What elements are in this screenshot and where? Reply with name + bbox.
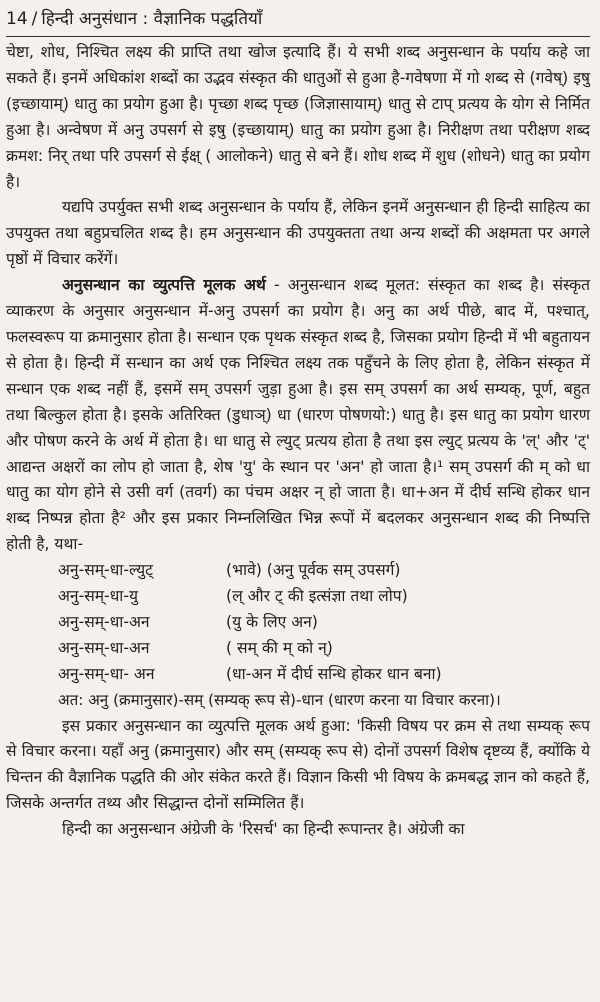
etymology-text: - अनुसन्धान शब्द मूलत: संस्कृत का शब्द है। संस्कृत व्याकरण के अनुसार अनुसन्धान में-अनु उपसर्ग का प्रयोग है। अनु का अर्थ पीछे, बाद में, पश्चात्, फलस्वरूप या क्रमानुसार होता है। सन्धान एक पृथक संस्कृत शब्द है, जिसका प्रयोग हिन्दी में भी बहुतायन से होता है। हिन्दी में सन्धान का अर्थ एक निश्चित लक्ष्य तक पहुँचने के लिए होता है, लेकिन संस्कृत में सन्धान एक शब्द नहीं हैं, इसमें सम् उपसर्ग जुड़ा हुआ है। इस सम् उपसर्ग का अर्थ सम्यक्, पूर्ण, बहुत तथा बिल्कुल होता है। इसके अतिरिक्त (डुधाञ्) धा (धारण पोषणयो:) धातु है। इस धातु का प्रयोग धारण और पोषण करने के अर्थ में होता है। धा धातु से ल्युट् प्रत्यय होता है तथा इस ल्युट् प्रत्यय के 'ल्' और 'ट्' आद्यन्त अक्षरों का लोप हो जाता है, शेष 'यु' के स्थान पर 'अन' हो जाता है।¹ सम् उपसर्ग की म् को धा धातु का योग होने से उसी वर्ग (तवर्ग) का पंचम अक्षर न् हो जाता है। धा+अन में दीर्घ सन्धि होकर धान शब्द निष्पन्न होता है² और इस प्रकार निम्नलिखित भिन्न रूपों में बदलकर अनुसन्धान शब्द की निष्पत्ति होती है, यथा- — [6, 276, 590, 554]
derivation-form: अनु-सम्-धा-अन — [58, 612, 150, 631]
running-title: हिन्दी अनुसंधान : वैज्ञानिक पद्धतियाँ — [41, 9, 263, 29]
derivation-row — [58, 636, 590, 662]
derivation-note: (धा-अन में दीर्घ सन्धि होकर धान बना) — [226, 664, 442, 683]
paragraph-meaning: इस प्रकार अनुसन्धान का व्युत्पत्ति मूलक अर्थ हुआ: 'किसी विषय पर क्रम से तथा सम्यक् रूप से विचार करना। यहाँ अनु (क्रमानुसार) और सम् (सम्यक् रूप से) दोनों उपसर्ग विशेष दृष्टव्य हैं, क्योंकि ये चिन्तन की वैज्ञानिक पद्धति की ओर संकेत करते हैं। विज्ञान किसी भी विषय के क्रमबद्ध ज्ञान को कहते हैं, जिसके अन्तर्गत तथ्य और सिद्धान्त दोनों सम्मिलित हैं। — [6, 716, 590, 813]
derivation-form: अनु-सम्-धा-अन — [58, 638, 150, 657]
derivation-row — [58, 662, 590, 688]
derivation-row — [58, 610, 590, 636]
derivation-note: (ल् और ट् की इत्संज्ञा तथा लोप) — [226, 587, 408, 606]
derivation-form: अनु-सम्-धा- अन — [58, 664, 155, 683]
page-header — [6, 6, 590, 37]
paragraph-research: हिन्दी का अनुसन्धान अंग्रेजी के 'रिसर्च' का हिन्दी रूपान्तर है। अंग्रेजी का — [62, 820, 465, 839]
derivation-row — [58, 584, 590, 610]
page-body — [6, 40, 590, 843]
derivation-note: ( सम् की म् को न्) — [226, 638, 333, 657]
derivation-note: (भावे) (अनु पूर्वक सम् उपसर्ग) — [226, 561, 401, 580]
derivation-note: (यु के लिए अन) — [226, 612, 318, 631]
derivation-list — [6, 558, 590, 688]
paragraph-suitability: यद्यपि उपर्युक्त सभी शब्द अनुसन्धान के पर्याय हैं, लेकिन इनमें अनुसन्धान ही हिन्दी साहित्य का उपयुक्त तथा बहुप्रचलित शब्द है। हम अनुसन्धान की उपयुक्तता तथा अन्य शब्दों की अक्षमता पर अगले पृष्ठों में विचार करेंगें। — [6, 198, 590, 269]
derivation-row — [58, 558, 590, 584]
page-number: 14 — [6, 9, 28, 29]
derivation-conclusion: अत: अनु (क्रमानुसार)-सम् (सम्यक् रूप से)-धान (धारण करना या विचार करना)। — [58, 690, 501, 709]
derivation-form: अनु-सम्-धा-यु — [58, 587, 138, 606]
paragraph-etymology — [6, 273, 590, 558]
header-separator: / — [31, 9, 38, 29]
paragraph-synonyms-origin: चेष्टा, शोध, निश्चित लक्ष्य की प्राप्ति तथा खोज इत्यादि हैं। ये सभी शब्द अनुसन्धान के पर्याय कहे जा सकते हैं। इनमें अधिकांश शब्दों का उद्भव संस्कृत की धातुओं से हुआ है-गवेषणा में गो शब्द से (गवेष्) इषु (इच्छायाम्) धातु का प्रयोग हुआ है। पृच्छा शब्द पृच्छ (जिज्ञासायाम्) धातु से टाप् प्रत्यय के योग से निर्मित हुआ है। अन्वेषण में अनु उपसर्ग से इषु (इच्छायाम्) धातु का प्रयोग हुआ है। निरीक्षण तथा परीक्षण शब्द क्रमश: निर् तथा परि उपसर्ग से ईक्ष् ( आलोकने) धातु से बने हैं। शोध शब्द में शुध (शोधने) धातु का प्रयोग है। — [6, 43, 590, 191]
derivation-form: अनु-सम्-धा-ल्युट् — [58, 561, 153, 580]
section-heading-etymology: अनुसन्धान का व्युत्पत्ति मूलक अर्थ — [62, 276, 266, 295]
